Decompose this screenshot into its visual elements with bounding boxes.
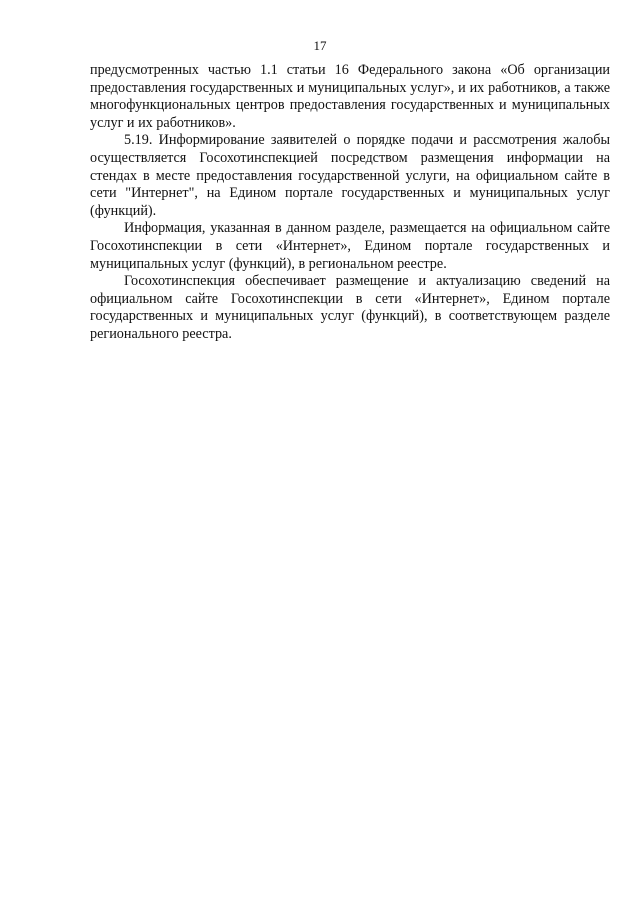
page-number: 17 bbox=[313, 38, 327, 53]
paragraph-information-placement: Информация, указанная в данном разделе, размещается на официальном сайте Госохотинспекции в сети «Интернет», Едином портале государственных и муниципальных услуг (функций), в региональном реестре. bbox=[90, 220, 610, 272]
document-body bbox=[90, 62, 610, 344]
paragraph-5-19: 5.19. Информирование заявителей о порядке подачи и рассмотрения жалобы осуществляется Госохотинспекцией посредством размещения информации на стендах в месте предоставления государственной услуги, на официальном сайте в сети "Интернет", на Едином портале государственных и муниципальных услуг (функций). bbox=[90, 132, 610, 219]
paragraph-continuation: предусмотренных частью 1.1 статьи 16 Федерального закона «Об организации предоставления государственных и муниципальных услуг», и их работников, а также многофункциональных центров предоставления государственных и муниципальных услуг и их работников». bbox=[90, 62, 610, 131]
paragraph-information-update: Госохотинспекция обеспечивает размещение и актуализацию сведений на официальном сайте Госохотинспекции в сети «Интернет», Едином портале государственных и муниципальных услуг (функций), в соответствующем разделе регионального реестра. bbox=[90, 273, 610, 342]
